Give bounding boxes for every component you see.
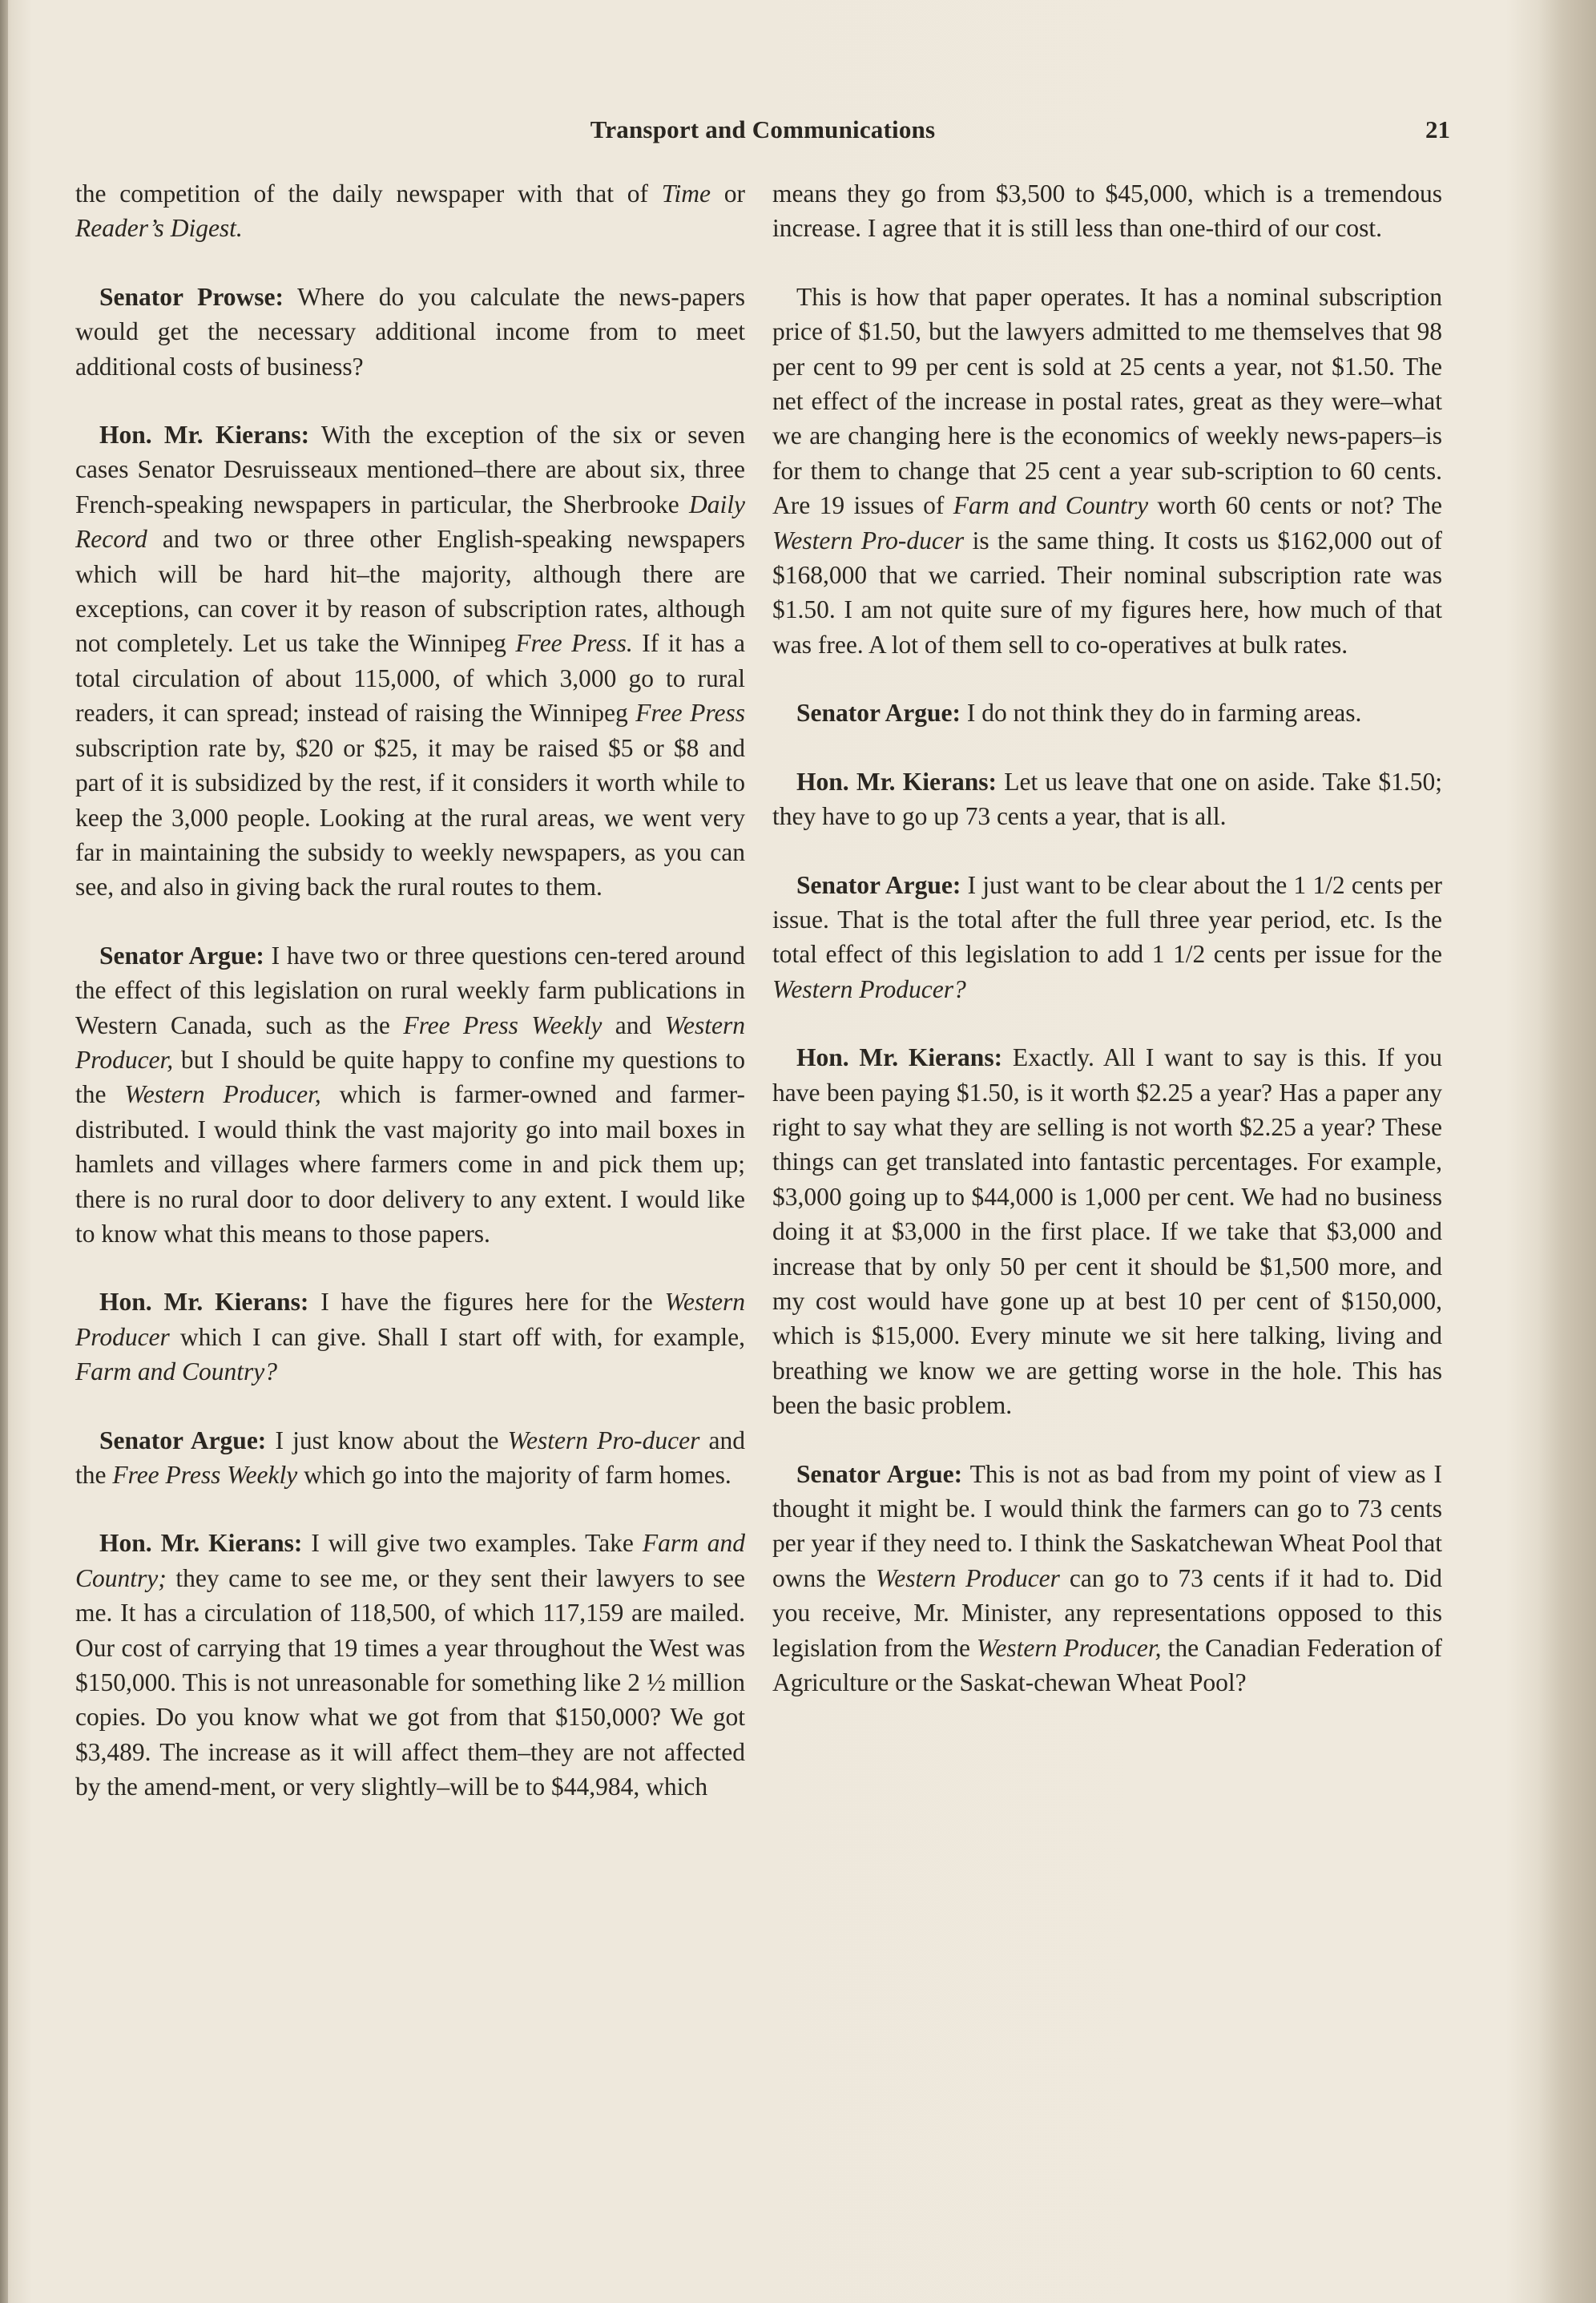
speaker-name: Senator Argue:	[99, 941, 264, 970]
paragraph: Senator Argue: I just know about the Western Pro-ducer and the Free Press Weekly which go into the majority of farm homes.	[75, 1426, 745, 1489]
speaker-name: Senator Argue:	[796, 1459, 963, 1488]
speaker-name: Hon. Mr. Kierans:	[99, 1288, 309, 1317]
speaker-name: Hon. Mr. Kierans:	[796, 1043, 1003, 1072]
paragraph: Senator Argue: I have two or three questions cen-tered around the effect of this legislation on rural weekly farm publications in Western Canada, such as the Free Press Weekly and Western Producer, but I should be quite happy to confine my questions to the Western Producer, which is farmer-owned and farmer-distributed. I would think the vast majority go into mail boxes in hamlets and villages where farmers come in and pick them up; there is no rural door to door delivery to any extent. I would like to know what this means to those papers.	[75, 941, 746, 1248]
page-number: 21	[1425, 115, 1450, 143]
paragraph: the competition of the daily newspaper with that of Time or Reader’s Digest.	[75, 179, 745, 243]
paragraph: Senator Prowse: Where do you calculate the news-papers would get the necessary additional income from to meet additional costs of business?	[75, 282, 745, 381]
speaker-name: Hon. Mr. Kierans:	[99, 1529, 303, 1558]
paragraph: Hon. Mr. Kierans: Exactly. All I want to say is this. If you have been paying $1.50, is it worth $2.25 a year? Has a paper any right to say what they are selling is not worth $2.25 a year? These things can get translated into fantastic percentages. For example, $3,000 going up to $44,000 is 1,000 per cent. We had no business doing it at $3,000 in the first place. If we take that $3,000 and increase that by only 50 per cent it should be $1,500 more, and my cost would have gone up at best 10 per cent of $150,000, which is $15,000. Every minute we sit here talking, living and breathing we know we are getting worse in the hole. This has been the basic problem.	[772, 1043, 1443, 1420]
speaker-name: Senator Argue:	[796, 699, 961, 728]
speaker-name: Hon. Mr. Kierans:	[796, 767, 998, 796]
paragraph: Hon. Mr. Kierans: I have the figures here for the Western Producer which I can give. Shall I start off with, for example, Farm and Country?	[75, 1288, 745, 1386]
paragraph: means they go from $3,500 to $45,000, which is a tremendous increase. I agree that it is still less than one-third of our cost.	[772, 179, 1442, 243]
paragraph: This is how that paper operates. It has a nominal subscription price of $1.50, but the lawyers admitted to me themselves that 98 per cent to 99 per cent is sold at 25 cents a year, not $1.50. The net effect of the increase in postal rates, great as they were–what we are changing here is the economics of weekly news-papers–is for them to change that 25 cent a year sub-scription to 60 cents. Are 19 issues of Farm and Country worth 60 cents or not? The Western Pro-ducer is the same thing. It costs us $162,000 out of $168,000 that we carried. Their nominal subscription rate was $1.50. I am not quite sure of my figures here, how much of that was free. A lot of them sell to co-operatives at bulk rates.	[772, 282, 1442, 659]
speaker-name: Senator Argue:	[99, 1426, 267, 1454]
paragraph: Hon. Mr. Kierans: I will give two examples. Take Farm and Country; they came to see me, or they sent their lawyers to see me. It has a circulation of 118,500, of which 117,159 are mailed. Our cost of carrying that 19 times a year throughout the West was $150,000. This is not unreasonable for something like 2 ½ million copies. Do you know what we got from that $150,000? We got $3,489. The increase as it will affect them–they are not affected by the amend-ment, or very slightly–will be to $44,984, which	[75, 1529, 746, 1801]
running-header-title: Transport and Communications	[590, 115, 936, 143]
paragraph: Senator Argue: This is not as bad from my point of view as I thought it might be. I would think the farmers can go to 73 cents per year if they need to. I think the Saskatchewan Wheat Pool that owns the Western Producer can go to 73 cents if it had to. Did you receive, Mr. Minister, any representations opposed to this legislation from the Western Producer, the Canadian Federation of Agriculture or the Saskat-chewan Wheat Pool?	[772, 1459, 1443, 1697]
speaker-name: Senator Prowse:	[99, 282, 284, 311]
running-header	[75, 115, 1450, 151]
speaker-name: Senator Argue:	[796, 870, 961, 899]
paragraph: Senator Argue: I do not think they do in farming areas.	[796, 699, 1362, 728]
book-binding-edge	[0, 0, 8, 2303]
paragraph: Hon. Mr. Kierans: With the exception of the six or seven cases Senator Desruisseaux mentioned–there are about six, three French-speaking newspapers in particular, the Sherbrooke Daily Record and two or three other English-speaking newspapers which will be hard hit–the majority, although there are exceptions, can cover it by reason of subscription rates, although not completely. Let us take the Winnipeg Free Press. If it has a total circulation of about 115,000, of which 3,000 go to rural readers, it can spread; instead of raising the Winnipeg Free Press subscription rate by, $20 or $25, it may be raised $5 or $8 and part of it is subsidized by the rest, if it considers it worth while to keep the 3,000 people. Looking at the rural areas, we went very far in maintaining the subsidy to weekly newspapers, as you can see, and also in giving back the rural routes to them.	[75, 421, 746, 901]
right-column	[772, 176, 1442, 1700]
paragraph: Senator Argue: I just want to be clear about the 1 1/2 cents per issue. That is the total after the full three year period, etc. Is the total effect of this legislation to add 1 1/2 cents per issue for the Western Producer?	[772, 870, 1443, 1003]
left-column	[75, 176, 745, 1805]
speaker-name: Hon. Mr. Kierans:	[99, 421, 310, 450]
paragraph: Hon. Mr. Kierans: Let us leave that one on aside. Take $1.50; they have to go up 73 cents a year, that is all.	[772, 767, 1442, 831]
